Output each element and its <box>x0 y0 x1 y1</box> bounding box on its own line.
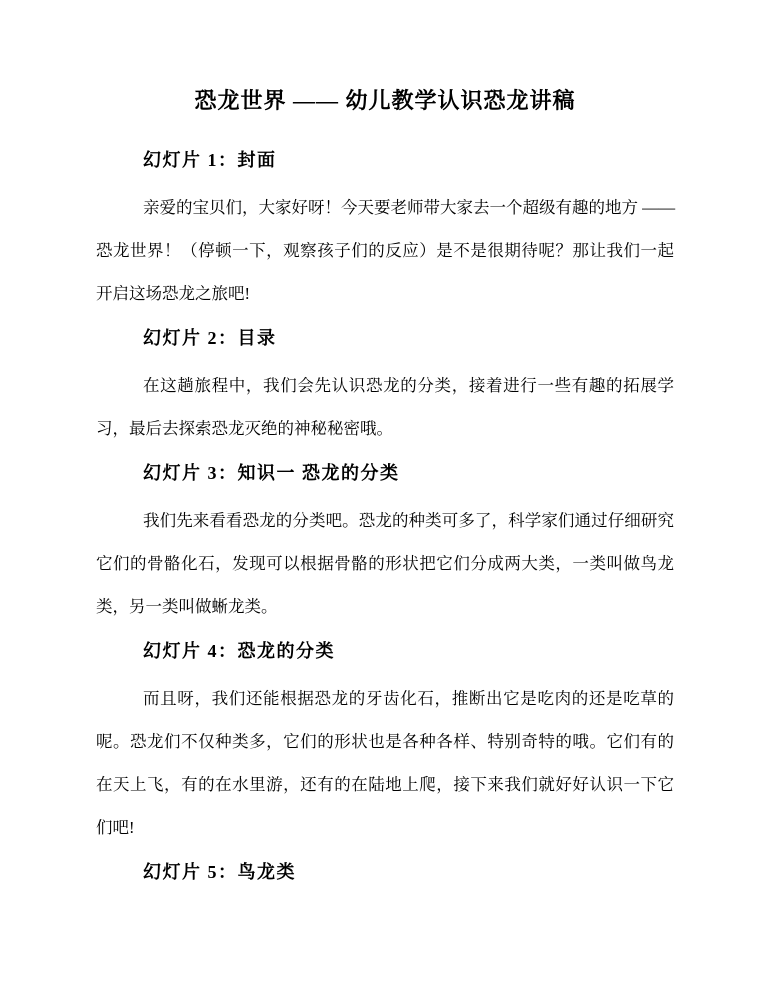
script-line: 类，另一类叫做蜥龙类。 <box>96 597 278 616</box>
slide-4-heading: 幻灯片 4：恐龙的分类 <box>143 641 335 661</box>
slide-3-script <box>96 499 674 628</box>
slide-5-heading: 幻灯片 5：鸟龙类 <box>143 862 296 882</box>
script-line: 呢。恐龙们不仅种类多，它们的形状也是各种各样、特别奇特的哦。它们有的 <box>96 732 674 751</box>
script-line: 亲爱的宝贝们，大家好呀！今天要老师带大家去一个超级有趣的地方 —— <box>143 198 676 217</box>
script-line: 开启这场恐龙之旅吧! <box>96 284 250 303</box>
script-line: 们吧! <box>96 818 135 837</box>
document-title: 恐龙世界 —— 幼儿教学认识恐龙讲稿 <box>194 88 576 113</box>
slide-1-script <box>96 186 674 315</box>
script-line: 恐龙世界！（停顿一下，观察孩子们的反应）是不是很期待呢？那让我们一起 <box>96 241 674 260</box>
slide-2-script <box>96 364 674 450</box>
slide-4-script <box>96 677 674 849</box>
script-line: 它们的骨骼化石，发现可以根据骨骼的形状把它们分成两大类，一类叫做鸟龙 <box>96 554 674 573</box>
script-line: 习，最后去探索恐龙灭绝的神秘秘密哦。 <box>96 419 393 438</box>
slide-2-heading: 幻灯片 2：目录 <box>143 328 277 348</box>
script-line: 在这趟旅程中，我们会先认识恐龙的分类，接着进行一些有趣的拓展学 <box>143 376 674 395</box>
script-line: 在天上飞，有的在水里游，还有的在陆地上爬，接下来我们就好好认识一下它 <box>96 775 674 794</box>
slide-3-heading: 幻灯片 3：知识一 恐龙的分类 <box>143 463 400 483</box>
slide-1-heading: 幻灯片 1：封面 <box>143 150 277 170</box>
script-line: 我们先来看看恐龙的分类吧。恐龙的种类可多了，科学家们通过仔细研究 <box>143 511 674 530</box>
script-line: 而且呀，我们还能根据恐龙的牙齿化石，推断出它是吃肉的还是吃草的 <box>143 689 674 708</box>
